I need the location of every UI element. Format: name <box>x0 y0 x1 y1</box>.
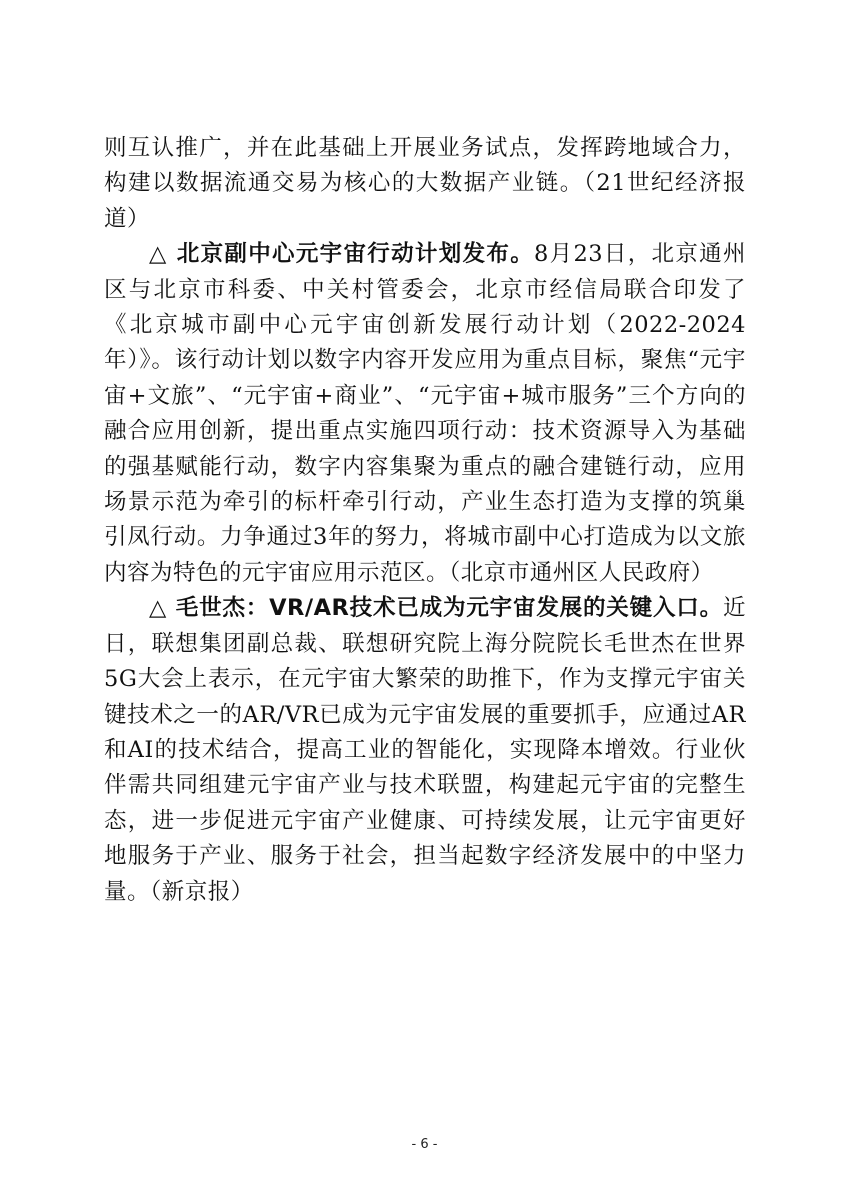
paragraph-beijing-metaverse-plan <box>104 237 746 591</box>
paragraph-data-trading-continued <box>104 131 746 237</box>
page-number: - 6 - <box>411 1137 438 1152</box>
paragraph-text: 8月23日，北京通州区与北京市科委、中关村管委会，北京市经信局联合印发了《北京城市副中心元宇宙创新发展行动计划（2022-2024年）》。该行动计划以数字内容开发应用为重点目标，聚焦“元宇宙+文旅”、“元宇宙+商业”、“元宇宙+城市服务”三个方向的融合应用创新，提出重点实施四项行动：技术资源导入为基础的强基赋能行动，数字内容集聚为重点的融合建链行动，应用场景示范为牵引的标杆牵引行动，产业生态打造为支撑的筑巢引凤行动。力争通过3年的努力，将城市副中心打造成为以文旅内容为特色的元宇宙应用示范区。（北京市通州区人民政府） <box>104 241 746 586</box>
paragraph-mao-shijie-vr-ar <box>104 591 746 910</box>
paragraph-lead-heading: △ 北京副中心元宇宙行动计划发布。 <box>149 241 535 268</box>
paragraph-text: 近日，联想集团副总裁、联想研究院上海分院院长毛世杰在世界5G大会上表示，在元宇宙大繁荣的助推下，作为支撑元宇宙关键技术之一的AR/VR已成为元宇宙发展的重要抓手，应通过AR和AI的技术结合，提高工业的智能化，实现降本增效。行业伙伴需共同组建元宇宙产业与技术联盟，构建起元宇宙的完整生态，进一步促进元宇宙产业健康、可持续发展，让元宇宙更好地服务于产业、服务于社会，担当起数字经济发展中的中坚力量。（新京报） <box>104 595 746 905</box>
document-body <box>104 131 746 910</box>
paragraph-lead-heading: △ 毛世杰：VR/AR技术已成为元宇宙发展的关键入口。 <box>149 595 723 622</box>
paragraph-text: 则互认推广，并在此基础上开展业务试点，发挥跨地域合力，构建以数据流通交易为核心的大数据产业链。（21世纪经济报道） <box>104 135 746 232</box>
